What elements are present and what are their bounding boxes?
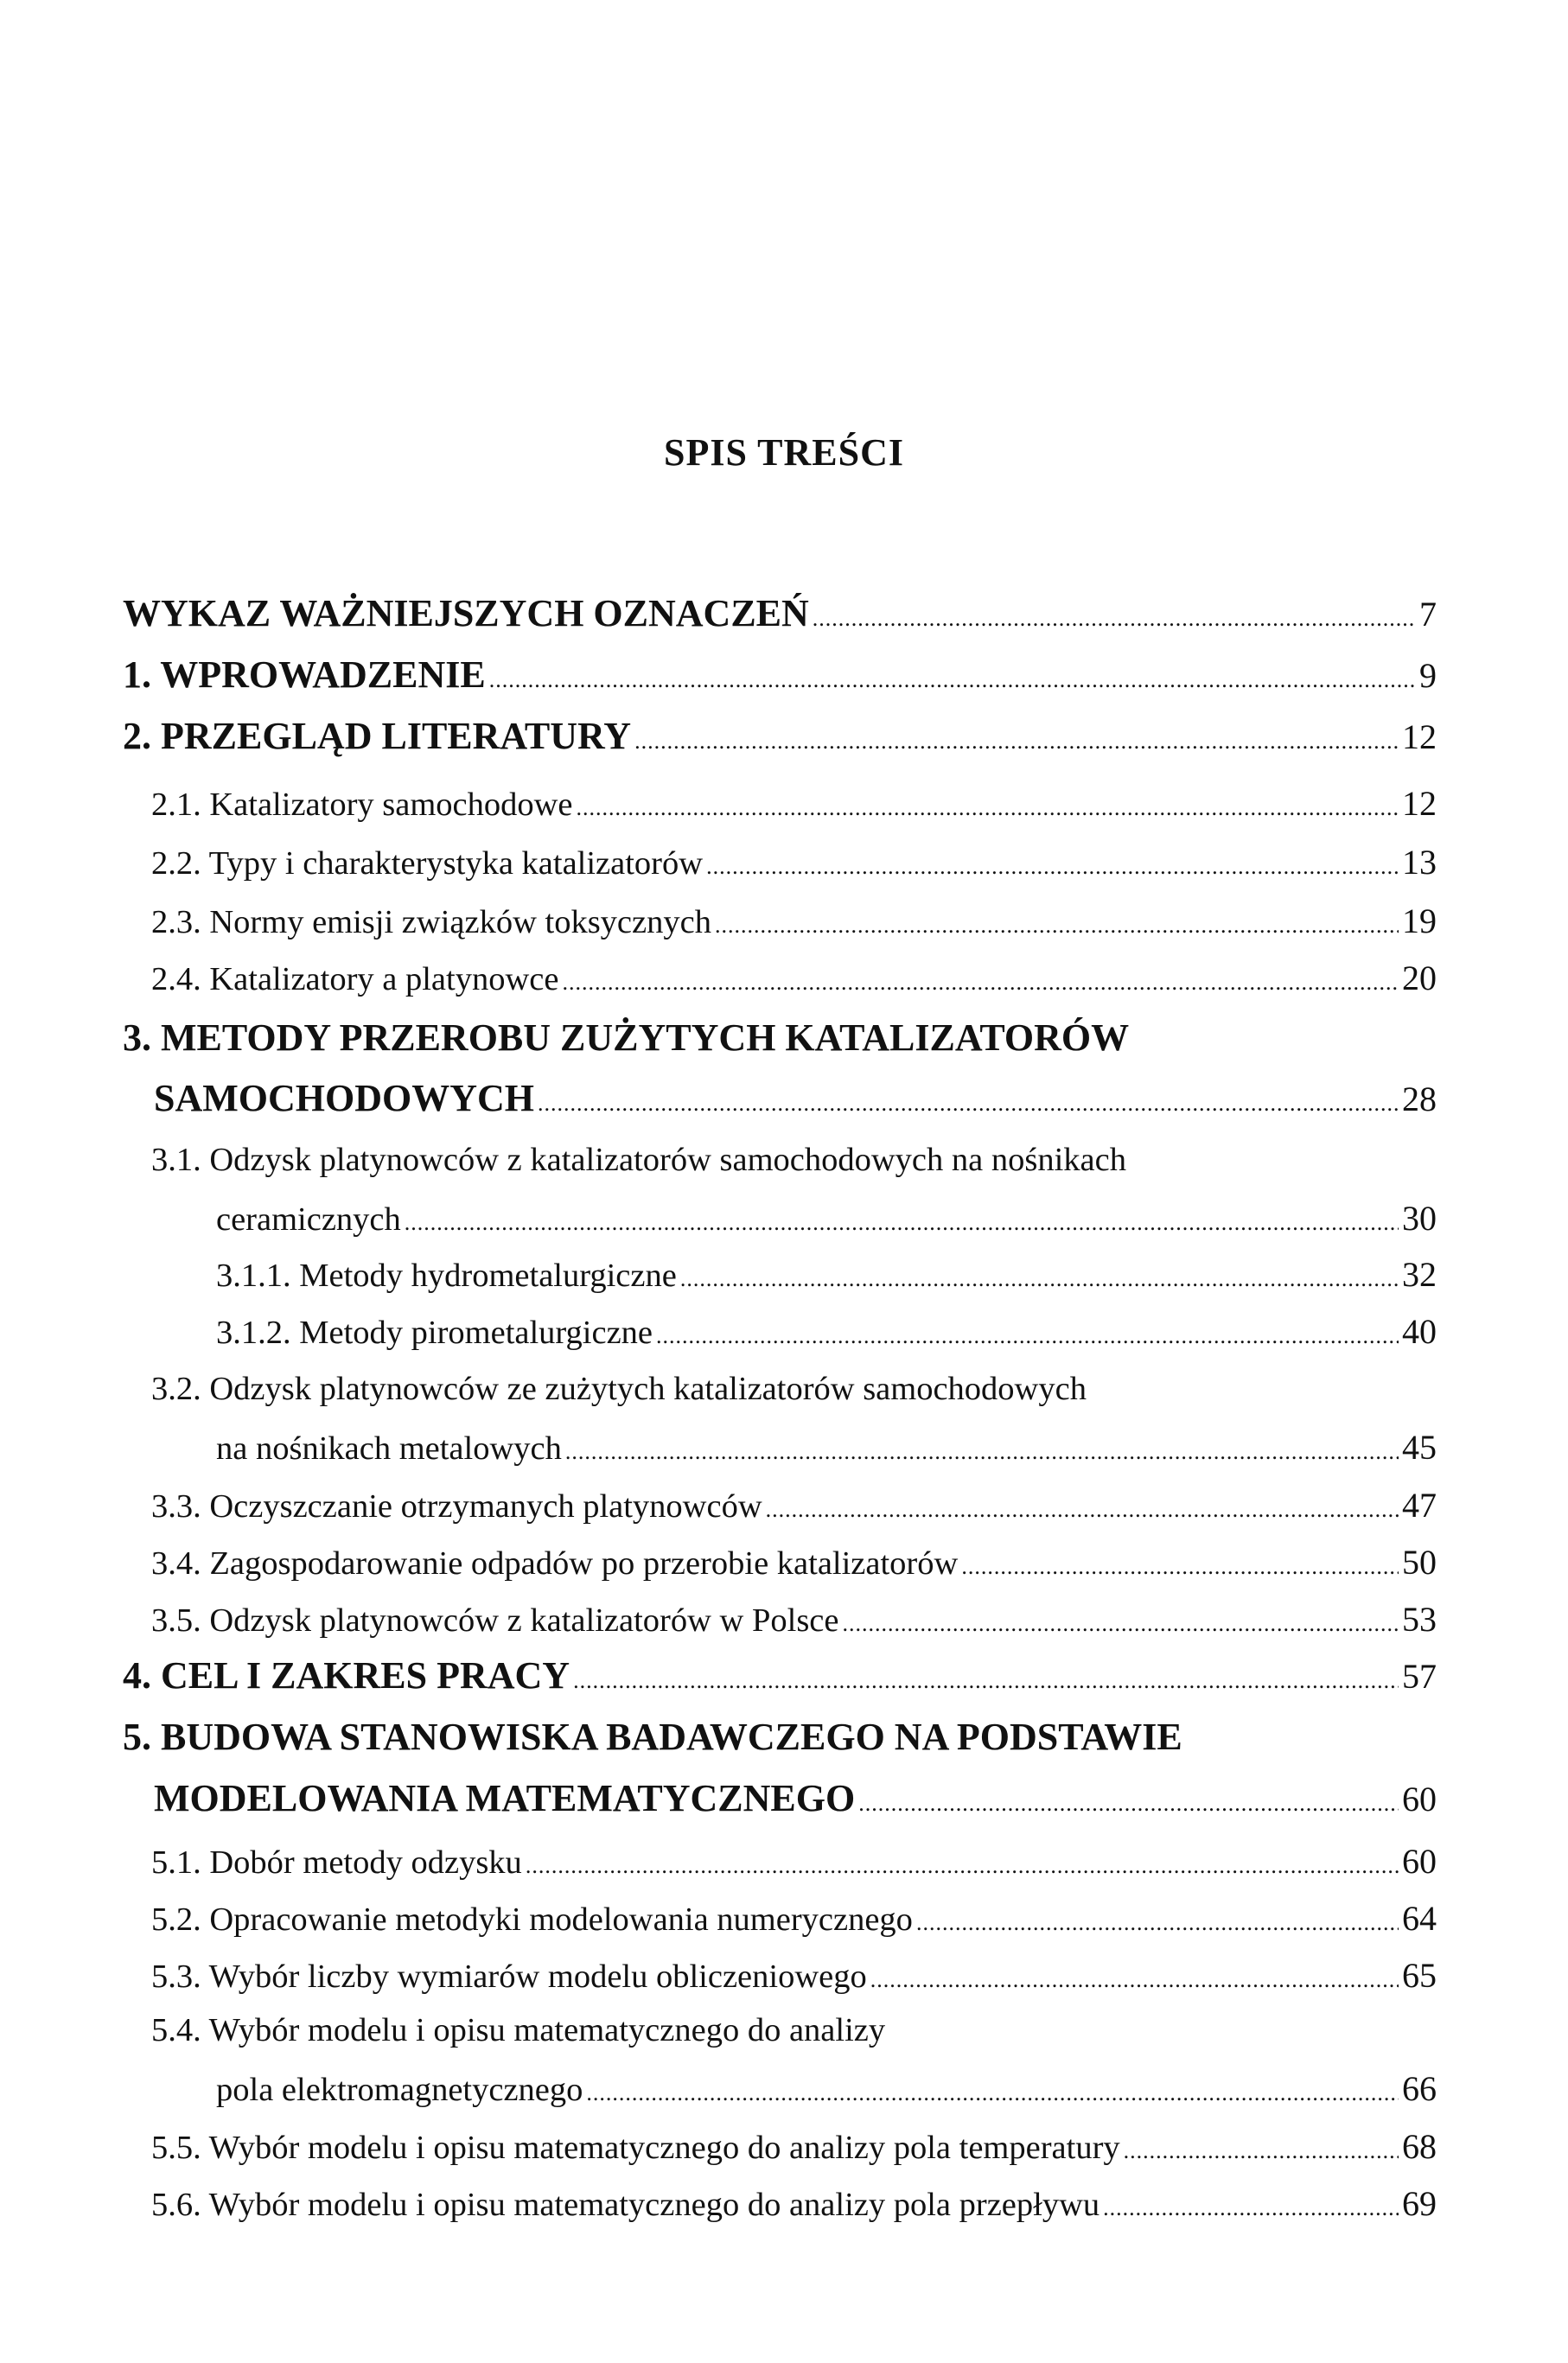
toc-entry-label: MODELOWANIA MATEMATYCZNEGO: [154, 1777, 856, 1819]
toc-entry-page: 68: [1402, 2127, 1437, 2166]
dot-leader: [766, 1497, 1399, 1523]
dot-leader: [538, 1091, 1399, 1117]
toc-entry-label: 5.5. Wybór modelu i opisu matematycznego do analizy pola temperatury: [151, 2130, 1120, 2166]
toc-entry-label: 2.4. Katalizatory a platynowce: [151, 961, 559, 997]
toc-entry-page: 64: [1402, 1899, 1437, 1938]
dot-leader: [715, 913, 1399, 939]
toc-entry-page: 53: [1402, 1600, 1437, 1639]
dot-leader: [634, 729, 1399, 755]
toc-entry-page: 66: [1402, 2069, 1437, 2108]
toc-entry-section-3-4[interactable]: [151, 1542, 1437, 1583]
toc-entry-label: 2. PRZEGLĄD LITERATURY: [123, 715, 632, 757]
toc-entry-label: SAMOCHODOWYCH: [154, 1077, 534, 1119]
toc-entry-page: 47: [1402, 1486, 1437, 1525]
toc-entry-wykaz[interactable]: [123, 591, 1437, 635]
dot-leader: [562, 970, 1399, 996]
toc-entry-label: 5.1. Dobór metody odzysku: [151, 1844, 522, 1881]
toc-entry-section-3-2-line1[interactable]: 3.2. Odzysk platynowców ze zużytych katalizatorów samochodowych: [151, 1371, 1087, 1407]
toc-entry-label: 2.2. Typy i charakterystyka katalizatorów: [151, 845, 704, 882]
toc-entry-section-2-1[interactable]: [151, 783, 1437, 824]
toc-entry-section-5-1[interactable]: [151, 1841, 1437, 1882]
dot-leader: [916, 1910, 1399, 1936]
toc-entry-label: 1. WPROWADZENIE: [123, 653, 486, 696]
toc-entry-page: 9: [1419, 656, 1437, 695]
dot-leader: [961, 1554, 1399, 1580]
toc-entry-section-3-1-line1[interactable]: 3.1. Odzysk platynowców z katalizatorów samochodowych na nośnikach: [151, 1142, 1126, 1178]
toc-entry-chapter-2[interactable]: [123, 714, 1437, 758]
toc-entry-label: 3.3. Oczyszczanie otrzymanych platynowców: [151, 1488, 762, 1525]
toc-entry-section-5-3[interactable]: [151, 1955, 1437, 1996]
dot-leader: [1124, 2138, 1399, 2164]
toc-entry-label: 2.1. Katalizatory samochodowe: [151, 787, 573, 823]
toc-entry-label: 5.2. Opracowanie metodyki modelowania numerycznego: [151, 1901, 913, 1938]
toc-entry-page: 32: [1402, 1255, 1437, 1294]
toc-entry-label: 3.1.2. Metody pirometalurgiczne: [216, 1315, 653, 1351]
dot-leader: [586, 2080, 1399, 2106]
dot-leader: [680, 1266, 1399, 1292]
dot-leader: [405, 1210, 1399, 1236]
dot-leader: [565, 1439, 1399, 1465]
toc-entry-page: 19: [1402, 901, 1437, 940]
dot-leader: [813, 606, 1416, 632]
toc-entry-page: 40: [1402, 1312, 1437, 1351]
toc-entry-page: 20: [1402, 959, 1437, 997]
toc-entry-label: 3.5. Odzysk platynowców z katalizatorów w Polsce: [151, 1602, 839, 1639]
toc-entry-label: 3.4. Zagospodarowanie odpadów po przerobie katalizatorów: [151, 1545, 959, 1582]
toc-entry-label: 4. CEL I ZAKRES PRACY: [123, 1654, 570, 1697]
toc-entry-chapter-5-line1[interactable]: 5. BUDOWA STANOWISKA BADAWCZEGO NA PODSTAWIE: [123, 1716, 1182, 1758]
toc-entry-section-3-1-1[interactable]: [216, 1254, 1437, 1295]
toc-entry-page: 7: [1419, 595, 1437, 634]
toc-entry-section-3-5[interactable]: [151, 1599, 1437, 1640]
dot-leader: [842, 1611, 1399, 1637]
toc-entry-page: 65: [1402, 1956, 1437, 1995]
toc-entry-label: WYKAZ WAŻNIEJSZYCH OZNACZEŃ: [123, 592, 809, 634]
toc-entry-page: 60: [1402, 1780, 1437, 1818]
toc-entry-label: 5.3. Wybór liczby wymiarów modelu obliczeniowego: [151, 1959, 867, 1995]
dot-leader: [858, 1791, 1399, 1817]
dot-leader: [489, 667, 1416, 693]
toc-entry-section-5-5[interactable]: [151, 2126, 1437, 2167]
dot-leader: [656, 1323, 1399, 1349]
toc-entry-chapter-3-line1[interactable]: 3. METODY PRZEROBU ZUŻYTYCH KATALIZATORÓW: [123, 1016, 1130, 1059]
toc-entry-page: 60: [1402, 1842, 1437, 1881]
toc-entry-page: 57: [1402, 1657, 1437, 1696]
toc-entry-chapter-1[interactable]: [123, 653, 1437, 697]
toc-entry-chapter-5[interactable]: [154, 1776, 1437, 1820]
toc-entry-section-2-2[interactable]: [151, 842, 1437, 882]
toc-entry-page: 13: [1402, 843, 1437, 882]
toc-entry-label: pola elektromagnetycznego: [216, 2072, 583, 2108]
toc-entry-page: 50: [1402, 1543, 1437, 1582]
toc-entry-label: 3.1.1. Metody hydrometalurgiczne: [216, 1258, 677, 1294]
toc-entry-section-3-1-2[interactable]: [216, 1311, 1437, 1352]
toc-entry-page: 12: [1402, 717, 1437, 756]
dot-leader: [870, 1967, 1399, 1993]
dot-leader: [577, 795, 1399, 821]
toc-entry-section-2-4[interactable]: [151, 958, 1437, 998]
dot-leader: [573, 1668, 1399, 1694]
toc-entry-section-3-3[interactable]: [151, 1485, 1437, 1525]
toc-entry-chapter-3[interactable]: [154, 1076, 1437, 1120]
toc-entry-page: 12: [1402, 784, 1437, 823]
toc-entry-chapter-4[interactable]: [123, 1653, 1437, 1697]
toc-entry-page: 45: [1402, 1428, 1437, 1467]
toc-entry-section-5-4[interactable]: [216, 2068, 1437, 2109]
toc-entry-label: ceramicznych: [216, 1201, 401, 1238]
toc-entry-label: 2.3. Normy emisji związków toksycznych: [151, 904, 711, 940]
toc-entry-section-5-4-line1[interactable]: 5.4. Wybór modelu i opisu matematycznego do analizy: [151, 2012, 886, 2048]
toc-entry-label: na nośnikach metalowych: [216, 1430, 562, 1467]
dot-leader: [1103, 2195, 1399, 2221]
toc-entry-page: 28: [1402, 1080, 1437, 1118]
page-title: SPIS TREŚCI: [664, 431, 904, 474]
toc-entry-section-5-2[interactable]: [151, 1898, 1437, 1939]
toc-entry-section-3-1[interactable]: [216, 1198, 1437, 1239]
toc-entry-section-3-2[interactable]: [216, 1427, 1437, 1468]
toc-entry-label: 5.6. Wybór modelu i opisu matematycznego do analizy pola przepływu: [151, 2187, 1100, 2223]
toc-entry-section-2-3[interactable]: [151, 901, 1437, 941]
dot-leader: [706, 854, 1399, 880]
toc-entry-page: 69: [1402, 2184, 1437, 2223]
dot-leader: [526, 1853, 1399, 1879]
toc-entry-page: 30: [1402, 1199, 1437, 1238]
toc-entry-section-5-6[interactable]: [151, 2183, 1437, 2224]
